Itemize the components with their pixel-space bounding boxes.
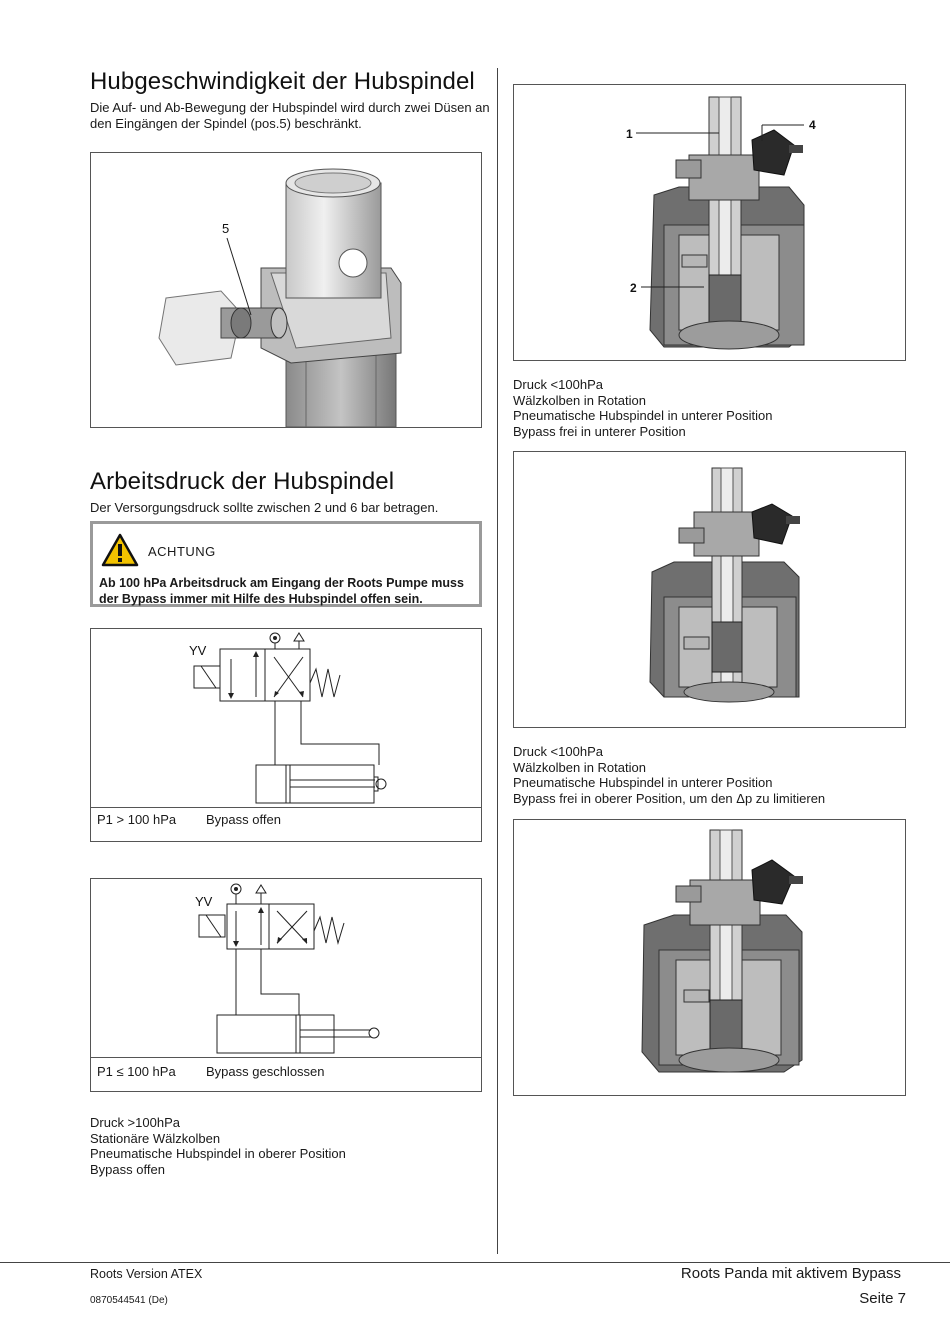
footer-version: Roots Version ATEX [90, 1267, 203, 1281]
figure-callout-2: 2 [630, 281, 637, 295]
caption-left-line: Bypass offen [90, 1161, 165, 1177]
caption-right-1 [513, 377, 772, 439]
footer-doc-number: 0870544541 (De) [90, 1295, 168, 1306]
caption-right-2-line: Bypass frei in oberer Position, um den Δp zu limitieren [513, 790, 826, 806]
caption-right-2-line: Pneumatische Hubspindel in unterer Position [513, 775, 773, 791]
valve-label-yv: YV [189, 643, 207, 658]
pressure-source-icon [270, 633, 280, 649]
caption-right-1-line: Wälzkolben in Rotation [513, 392, 646, 408]
caption-right-1-line: Druck <100hPa [513, 377, 603, 392]
bypass-cutaway-drawing-2 [514, 452, 905, 727]
spindle-nozzle-drawing [91, 153, 481, 427]
figure-callout-1: 1 [626, 127, 633, 141]
caption-left [90, 1115, 346, 1177]
bypass-cutaway-figure-1 [513, 84, 906, 361]
bypass-cutaway-figure-2 [513, 451, 906, 728]
footer-rule [0, 1262, 950, 1263]
exhaust-icon [256, 885, 266, 904]
caption-left-line: Stationäre Wälzkolben [90, 1130, 221, 1146]
warning-triangle-icon [101, 533, 139, 567]
exhaust-icon [294, 633, 304, 649]
section-title-working-pressure: Arbeitsdruck der Hubspindel [90, 468, 395, 495]
condition-label-open: P1 > 100 hPa [97, 812, 177, 827]
bypass-cutaway-figure-3 [513, 819, 906, 1096]
caption-left-line: Pneumatische Hubspindel in oberer Position [90, 1146, 346, 1162]
schematic-bypass-closed [90, 878, 482, 1092]
valve-label-yv-2: YV [195, 894, 213, 909]
footer-page-number: Seite 7 [859, 1290, 906, 1307]
warning-box [90, 521, 482, 607]
caption-right-2 [513, 744, 825, 806]
figure-callout-4: 4 [809, 118, 816, 132]
state-label-open: Bypass offen [206, 812, 281, 827]
footer-product-title: Roots Panda mit aktivem Bypass [680, 1265, 901, 1282]
schematic-bypass-open [90, 628, 482, 842]
caption-left-line: Druck >100hPa [90, 1115, 180, 1130]
warning-text: Ab 100 hPa Arbeitsdruck am Eingang der Roots Pumpe muss der Bypass immer mit Hilfe des Hubspindel offen sein. [99, 576, 464, 606]
bypass-cutaway-drawing-1 [514, 85, 905, 360]
section-title-stroke-speed: Hubgeschwindigkeit der Hubspindel [90, 68, 475, 95]
caption-right-1-line: Pneumatische Hubspindel in unterer Position [513, 408, 773, 424]
spindle-nozzle-figure [90, 152, 482, 428]
warning-title: ACHTUNG [148, 544, 216, 559]
caption-right-2-line: Druck <100hPa [513, 744, 603, 759]
figure-callout-5: 5 [222, 221, 230, 236]
state-label-closed: Bypass geschlossen [206, 1064, 325, 1079]
pneumatic-circuit-closed [91, 879, 481, 1059]
caption-right-1-line: Bypass frei in unterer Position [513, 423, 686, 439]
pressure-source-icon [231, 884, 241, 904]
section-text-working-pressure: Der Versorgungsdruck sollte zwischen 2 und 6 bar betragen. [90, 500, 439, 515]
column-divider [497, 68, 498, 1254]
condition-label-closed: P1 ≤ 100 hPa [97, 1064, 176, 1079]
section-text-stroke-speed: Die Auf- und Ab-Bewegung der Hubspindel wird durch zwei Düsen an den Eingängen der Spindel (pos.5) beschränkt. [90, 100, 490, 131]
caption-right-2-line: Wälzkolben in Rotation [513, 759, 646, 775]
bypass-cutaway-drawing-3 [514, 820, 905, 1095]
pneumatic-circuit-open [91, 629, 481, 809]
